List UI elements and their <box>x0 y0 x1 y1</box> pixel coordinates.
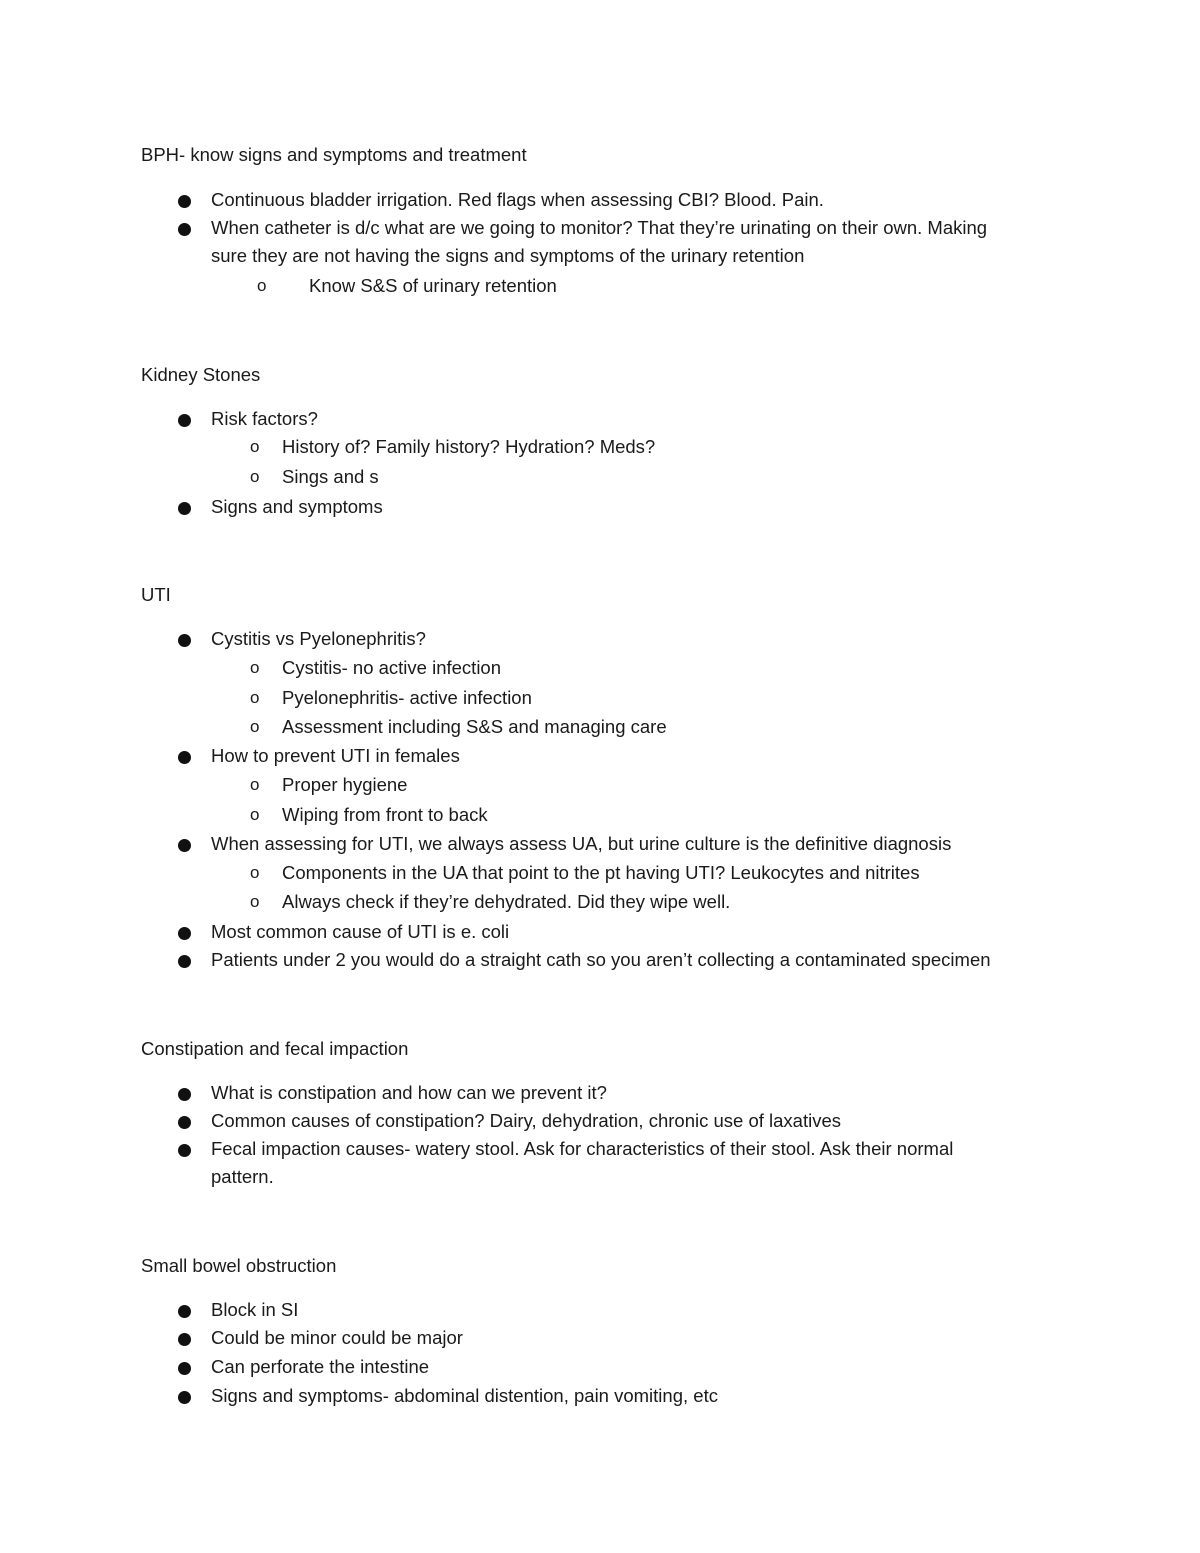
bullet-icon <box>178 223 191 236</box>
sbo-item-2: Could be minor could be major <box>211 1327 463 1348</box>
uti-item-2: How to prevent UTI in females <box>211 745 460 766</box>
uti-item-1-sub-2: Pyelonephritis- active infection <box>282 687 532 708</box>
uti-item-1-sub-1: Cystitis- no active infection <box>282 657 502 678</box>
bph-item-2-line-2: sure they are not having the signs and symptoms of the urinary retention <box>211 245 805 266</box>
sub-bullet-marker: o <box>250 775 260 794</box>
kidney-heading: Kidney Stones <box>141 364 261 385</box>
sub-bullet-marker: o <box>250 805 260 824</box>
uti-item-1-sub-3: Assessment including S&S and managing care <box>282 716 667 737</box>
constipation-item-1: What is constipation and how can we prevent it? <box>211 1082 607 1103</box>
bullet-icon <box>178 195 191 208</box>
sub-bullet-marker: o <box>250 658 260 677</box>
sub-bullet-marker: o <box>257 276 267 295</box>
sbo-item-4: Signs and symptoms- abdominal distention, pain vomiting, etc <box>211 1385 718 1406</box>
constipation-item-3-line-2: pattern. <box>211 1166 274 1187</box>
sub-bullet-marker: o <box>250 892 260 911</box>
uti-item-3: When assessing for UTI, we always assess UA, but urine culture is the definitive diagnosis <box>211 833 952 854</box>
bullet-icon <box>178 634 191 647</box>
bullet-icon <box>178 1116 191 1129</box>
uti-item-3-sub-1: Components in the UA that point to the pt having UTI? Leukocytes and nitrites <box>282 862 920 883</box>
bullet-icon <box>178 1305 191 1318</box>
constipation-item-2: Common causes of constipation? Dairy, dehydration, chronic use of laxatives <box>211 1110 842 1131</box>
bullet-icon <box>178 751 191 764</box>
constipation-heading: Constipation and fecal impaction <box>141 1038 409 1059</box>
uti-item-3-sub-2: Always check if they’re dehydrated. Did they wipe well. <box>282 891 731 912</box>
kidney-item-1: Risk factors? <box>211 408 318 429</box>
bullet-icon <box>178 927 191 940</box>
uti-heading: UTI <box>141 584 171 605</box>
bullet-icon <box>178 1362 191 1375</box>
bullet-icon <box>178 1088 191 1101</box>
sbo-heading: Small bowel obstruction <box>141 1255 337 1276</box>
sbo-item-1: Block in SI <box>211 1299 299 1320</box>
kidney-item-2: Signs and symptoms <box>211 496 383 517</box>
sub-bullet-marker: o <box>250 437 260 456</box>
bullet-icon <box>178 1333 191 1346</box>
sub-bullet-marker: o <box>250 863 260 882</box>
bullet-icon <box>178 502 191 515</box>
kidney-sub-2: Sings and s <box>282 466 379 487</box>
uti-item-4: Most common cause of UTI is e. coli <box>211 921 510 942</box>
sbo-item-3: Can perforate the intestine <box>211 1356 430 1377</box>
uti-item-5: Patients under 2 you would do a straight cath so you aren’t collecting a contaminated specimen <box>211 949 991 970</box>
sub-bullet-marker: o <box>250 717 260 736</box>
bph-item-1: Continuous bladder irrigation. Red flags when assessing CBI? Blood. Pain. <box>211 189 824 210</box>
sub-bullet-marker: o <box>250 467 260 486</box>
sub-bullet-marker: o <box>250 688 260 707</box>
kidney-sub-1: History of? Family history? Hydration? Meds? <box>282 436 656 457</box>
bph-heading: BPH- know signs and symptoms and treatment <box>141 144 527 165</box>
bph-sub-1: Know S&S of urinary retention <box>309 275 557 296</box>
bullet-icon <box>178 1144 191 1157</box>
bph-item-2-line-1: When catheter is d/c what are we going to monitor? That they’re urinating on their own. Making <box>211 217 988 238</box>
uti-item-2-sub-1: Proper hygiene <box>282 774 408 795</box>
bullet-icon <box>178 414 191 427</box>
bullet-icon <box>178 1391 191 1404</box>
bullet-icon <box>178 955 191 968</box>
constipation-item-3-line-1: Fecal impaction causes- watery stool. Ask for characteristics of their stool. Ask their normal <box>211 1138 954 1159</box>
uti-item-1: Cystitis vs Pyelonephritis? <box>211 628 426 649</box>
uti-item-2-sub-2: Wiping from front to back <box>282 804 488 825</box>
bullet-icon <box>178 839 191 852</box>
